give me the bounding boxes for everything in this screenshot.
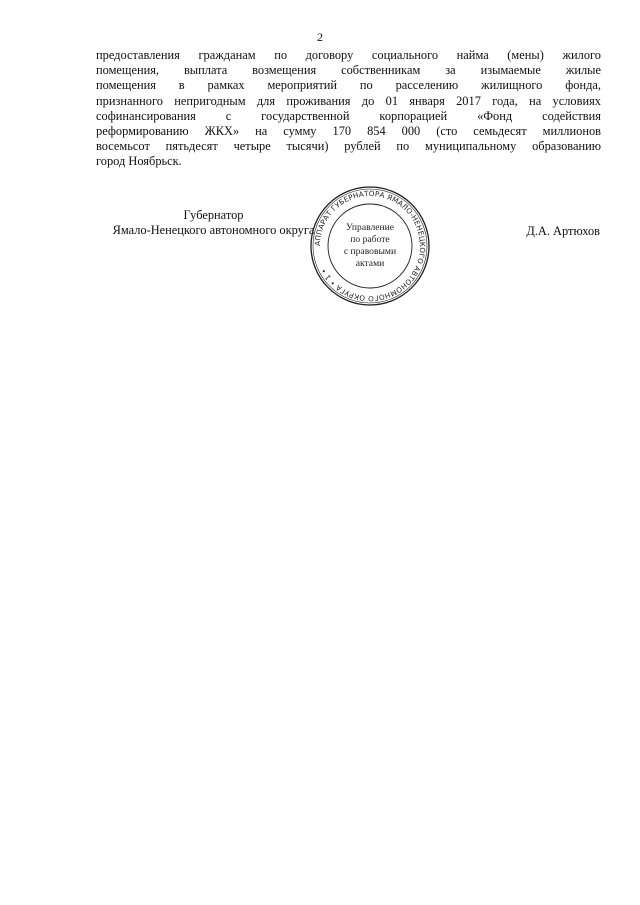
signatory-position: Губернатор <box>183 208 244 222</box>
signatory-region: Ямало-Ненецкого автономного округа <box>112 223 315 238</box>
signatory-name: Д.А. Артюхов <box>526 224 600 238</box>
stamp-graphic <box>308 184 432 308</box>
stamp-center-line: Управление <box>345 222 395 233</box>
page-number: 2 <box>317 30 323 44</box>
body-line: город Ноябрьск. <box>96 154 182 169</box>
stamp-center-line: по работе <box>350 234 390 245</box>
body-line: признанного непригодным для проживания до 01 января 2017 года, на условиях <box>96 93 601 108</box>
body-line: предоставления гражданам по договору социального найма (мены) жилого <box>96 48 601 62</box>
stamp-center-line: актами <box>355 258 385 269</box>
stamp-center-line: с правовыми <box>343 246 397 257</box>
body-paragraph <box>96 48 601 170</box>
signatory-title <box>96 208 331 238</box>
body-line: восемьсот пятьдесят четыре тысячи) рублей по муниципальному образованию <box>96 139 601 154</box>
body-line: софинансирования с государственной корпорацией «Фонд содействия <box>96 108 601 123</box>
body-line: помещения, выплата возмещения собственникам за изымаемые жилые <box>96 63 601 78</box>
stamp-ring-textpath: АППАРАТ ГУБЕРНАТОРА ЯМАЛО-НЕНЕЦКОГО АВТОНОМНОГО ОКРУГА • 1 • <box>312 188 428 304</box>
body-line: помещения в рамках мероприятий по расселению жилищного фонда, <box>96 78 601 93</box>
body-line: реформированию ЖКХ» на сумму 170 854 000 (сто семьдесят миллионов <box>96 124 601 139</box>
official-stamp <box>308 184 432 308</box>
